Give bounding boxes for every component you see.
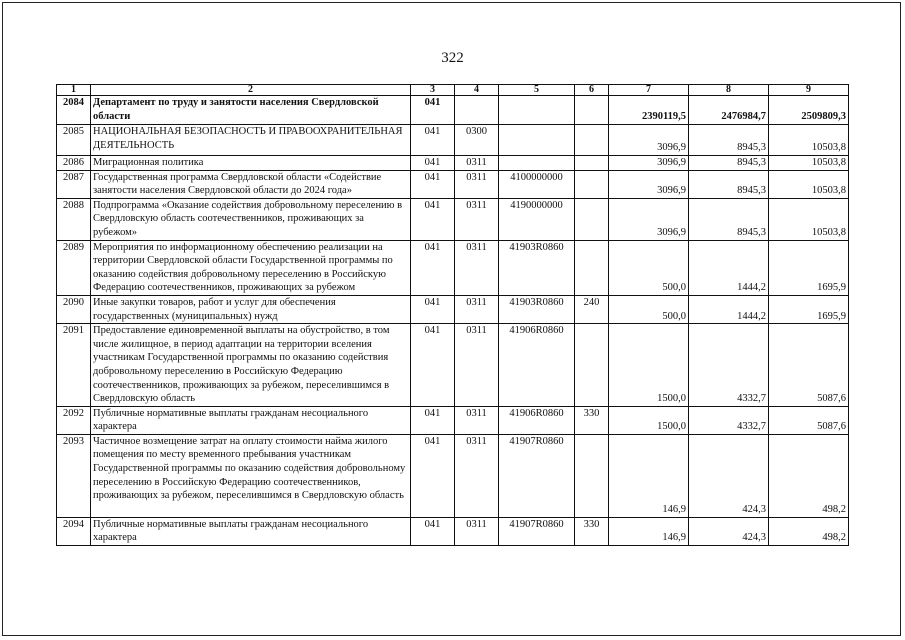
cell-code-5: 41906R0860 <box>499 406 575 434</box>
cell-value-7: 1500,0 <box>609 406 689 434</box>
table-row <box>57 125 849 156</box>
cell-code-4: 0300 <box>455 125 499 156</box>
cell-code-5: 4100000000 <box>499 170 575 198</box>
row-number: 2090 <box>57 295 91 323</box>
cell-value-8: 2476984,7 <box>689 96 769 125</box>
table-row <box>57 240 849 295</box>
cell-code-5: 41906R0860 <box>499 324 575 407</box>
cell-value-7: 2390119,5 <box>609 96 689 125</box>
column-header: 2 <box>91 85 411 96</box>
cell-code-3: 041 <box>411 125 455 156</box>
row-name: Мероприятия по информационному обеспечению реализации на территории Свердловской области Государственной программы по оказанию содействия добровольному переселению в Российскую Федерацию соотечественников, проживающих за рубежом <box>91 240 411 295</box>
row-number: 2087 <box>57 170 91 198</box>
cell-value-8: 1444,2 <box>689 295 769 323</box>
cell-code-4: 0311 <box>455 170 499 198</box>
row-name: Публичные нормативные выплаты гражданам несоциального характера <box>91 517 411 545</box>
cell-value-9: 1695,9 <box>769 295 849 323</box>
row-name: Предоставление единовременной выплаты на обустройство, в том числе жилищное, в период адаптации на территории вселения участникам Государственной программы по оказанию содействия добровольному переселению в Российскую Федерацию соотечественников, проживающих за рубежом, переселившимся в Свердловскую область <box>91 324 411 407</box>
cell-value-8: 8945,3 <box>689 156 769 171</box>
cell-value-9: 2509809,3 <box>769 96 849 125</box>
row-name: Миграционная политика <box>91 156 411 171</box>
cell-code-4: 0311 <box>455 198 499 240</box>
cell-value-9: 1695,9 <box>769 240 849 295</box>
cell-code-6: 330 <box>575 406 609 434</box>
cell-value-8: 8945,3 <box>689 125 769 156</box>
table-row <box>57 406 849 434</box>
cell-value-9: 498,2 <box>769 434 849 517</box>
row-number: 2092 <box>57 406 91 434</box>
cell-value-8: 8945,3 <box>689 198 769 240</box>
row-number: 2091 <box>57 324 91 407</box>
table-row <box>57 198 849 240</box>
cell-value-7: 500,0 <box>609 240 689 295</box>
row-name: Частичное возмещение затрат на оплату стоимости найма жилого помещения по месту временного пребывания участникам Государственной программы по оказанию содействия добровольному переселению в Российскую Федерацию соотечественников, проживающих за рубежом, переселившимся в Свердловскую область <box>91 434 411 517</box>
cell-value-8: 4332,7 <box>689 324 769 407</box>
budget-table <box>56 84 849 546</box>
cell-code-4: 0311 <box>455 434 499 517</box>
cell-value-9: 498,2 <box>769 517 849 545</box>
column-header: 1 <box>57 85 91 96</box>
row-name: Публичные нормативные выплаты гражданам несоциального характера <box>91 406 411 434</box>
cell-code-3: 041 <box>411 240 455 295</box>
cell-value-8: 8945,3 <box>689 170 769 198</box>
cell-code-6 <box>575 198 609 240</box>
cell-value-9: 5087,6 <box>769 324 849 407</box>
table-row <box>57 434 849 517</box>
column-header: 5 <box>499 85 575 96</box>
cell-code-5: 4190000000 <box>499 198 575 240</box>
column-header: 9 <box>769 85 849 96</box>
row-name: Департамент по труду и занятости населения Свердловской области <box>91 96 411 125</box>
cell-value-9: 10503,8 <box>769 125 849 156</box>
row-number: 2084 <box>57 96 91 125</box>
cell-code-6: 240 <box>575 295 609 323</box>
cell-code-5: 41907R0860 <box>499 517 575 545</box>
row-name: НАЦИОНАЛЬНАЯ БЕЗОПАСНОСТЬ И ПРАВООХРАНИТЕЛЬНАЯ ДЕЯТЕЛЬНОСТЬ <box>91 125 411 156</box>
cell-code-5: 41903R0860 <box>499 240 575 295</box>
header-row <box>57 85 849 96</box>
cell-code-6 <box>575 170 609 198</box>
cell-code-5: 41903R0860 <box>499 295 575 323</box>
cell-value-9: 10503,8 <box>769 156 849 171</box>
column-header: 8 <box>689 85 769 96</box>
table-row <box>57 96 849 125</box>
cell-code-4: 0311 <box>455 295 499 323</box>
cell-value-7: 3096,9 <box>609 125 689 156</box>
column-header: 6 <box>575 85 609 96</box>
cell-code-3: 041 <box>411 406 455 434</box>
row-number: 2085 <box>57 125 91 156</box>
cell-code-4: 0311 <box>455 156 499 171</box>
cell-value-7: 1500,0 <box>609 324 689 407</box>
cell-value-9: 5087,6 <box>769 406 849 434</box>
cell-code-3: 041 <box>411 170 455 198</box>
row-number: 2088 <box>57 198 91 240</box>
cell-code-3: 041 <box>411 96 455 125</box>
table-row <box>57 170 849 198</box>
cell-value-7: 3096,9 <box>609 170 689 198</box>
cell-code-3: 041 <box>411 517 455 545</box>
cell-code-5: 41907R0860 <box>499 434 575 517</box>
table-row <box>57 295 849 323</box>
cell-value-8: 1444,2 <box>689 240 769 295</box>
cell-code-6: 330 <box>575 517 609 545</box>
row-number: 2086 <box>57 156 91 171</box>
row-name: Иные закупки товаров, работ и услуг для обеспечения государственных (муниципальных) нужд <box>91 295 411 323</box>
row-name: Подпрограмма «Оказание содействия добровольному переселению в Свердловскую область соотечественников, проживающих за рубежом» <box>91 198 411 240</box>
cell-code-4 <box>455 96 499 125</box>
row-number: 2093 <box>57 434 91 517</box>
cell-code-5 <box>499 156 575 171</box>
cell-code-6 <box>575 96 609 125</box>
cell-value-7: 3096,9 <box>609 156 689 171</box>
row-name: Государственная программа Свердловской области «Содействие занятости населения Свердловской области до 2024 года» <box>91 170 411 198</box>
cell-value-8: 424,3 <box>689 434 769 517</box>
cell-code-3: 041 <box>411 295 455 323</box>
cell-code-4: 0311 <box>455 517 499 545</box>
cell-code-3: 041 <box>411 156 455 171</box>
cell-value-7: 500,0 <box>609 295 689 323</box>
table-row <box>57 324 849 407</box>
cell-code-3: 041 <box>411 324 455 407</box>
cell-value-7: 146,9 <box>609 434 689 517</box>
column-header: 7 <box>609 85 689 96</box>
cell-value-7: 146,9 <box>609 517 689 545</box>
cell-value-8: 4332,7 <box>689 406 769 434</box>
cell-value-9: 10503,8 <box>769 170 849 198</box>
cell-code-5 <box>499 96 575 125</box>
column-header: 3 <box>411 85 455 96</box>
row-number: 2089 <box>57 240 91 295</box>
cell-code-6 <box>575 125 609 156</box>
column-header: 4 <box>455 85 499 96</box>
cell-code-5 <box>499 125 575 156</box>
cell-code-4: 0311 <box>455 324 499 407</box>
cell-code-6 <box>575 434 609 517</box>
cell-code-6 <box>575 156 609 171</box>
page-number: 322 <box>441 50 464 66</box>
cell-code-3: 041 <box>411 434 455 517</box>
row-number: 2094 <box>57 517 91 545</box>
cell-code-6 <box>575 324 609 407</box>
cell-value-8: 424,3 <box>689 517 769 545</box>
table-row <box>57 517 849 545</box>
cell-code-4: 0311 <box>455 240 499 295</box>
cell-code-6 <box>575 240 609 295</box>
cell-code-3: 041 <box>411 198 455 240</box>
cell-code-4: 0311 <box>455 406 499 434</box>
table-row <box>57 156 849 171</box>
cell-value-7: 3096,9 <box>609 198 689 240</box>
cell-value-9: 10503,8 <box>769 198 849 240</box>
